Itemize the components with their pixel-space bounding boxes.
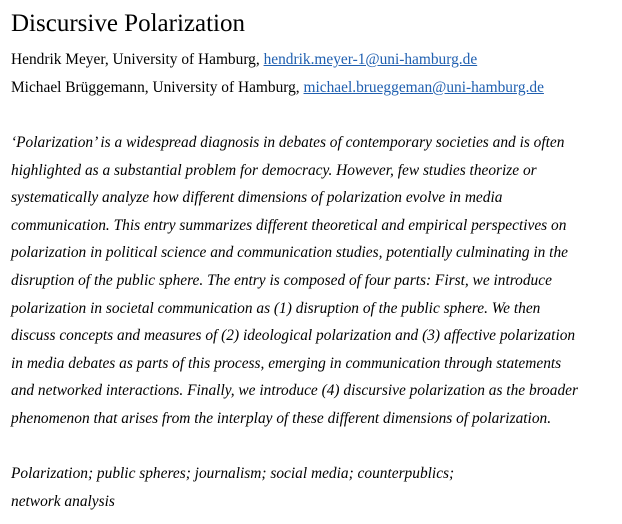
abstract-line: and networked interactions. Finally, we introduce (4) discursive polarization as the broader [11, 382, 578, 400]
keywords-line: network analysis [11, 492, 115, 510]
abstract-line: polarization in societal communication as (1) disruption of the public sphere. We then [11, 299, 541, 317]
author-affiliation: Michael Brüggemann, University of Hamburg, [11, 79, 304, 96]
abstract-line: in media debates as parts of this process, emerging in communication through statements [11, 354, 562, 372]
abstract-line: communication. This entry summarizes different theoretical and empirical perspectives on [11, 216, 567, 234]
author-line [11, 50, 477, 70]
abstract-line: ‘Polarization’ is a widespread diagnosis in debates of contemporary societies and is often [11, 134, 565, 151]
keywords-line: Polarization; public spheres; journalism; social media; counterpublics; [11, 465, 455, 482]
abstract-line: polarization in political science and communication studies, potentially culminating in the [11, 244, 568, 262]
author-email-link[interactable]: michael.brueggeman@uni-hamburg.de [303, 79, 544, 96]
abstract-line: discuss concepts and measures of (2) ideological polarization and (3) affective polarization [11, 327, 576, 345]
abstract-line: systematically analyze how different dimensions of polarization evolve in media [11, 189, 503, 207]
abstract-line: phenomenon that arises from the interplay of these different dimensions of polarization. [11, 409, 552, 427]
keywords [11, 460, 454, 515]
author-affiliation: Hendrik Meyer, University of Hamburg, [11, 51, 264, 68]
abstract [11, 129, 616, 433]
author-email-link[interactable]: hendrik.meyer-1@uni-hamburg.de [263, 51, 478, 68]
paper-title: Discursive Polarization [11, 10, 245, 37]
author-line [11, 78, 544, 98]
abstract-line: highlighted as a substantial problem for democracy. However, few studies theorize or [11, 161, 537, 179]
abstract-line: disruption of the public sphere. The entry is composed of four parts: First, we introduce [11, 271, 552, 289]
